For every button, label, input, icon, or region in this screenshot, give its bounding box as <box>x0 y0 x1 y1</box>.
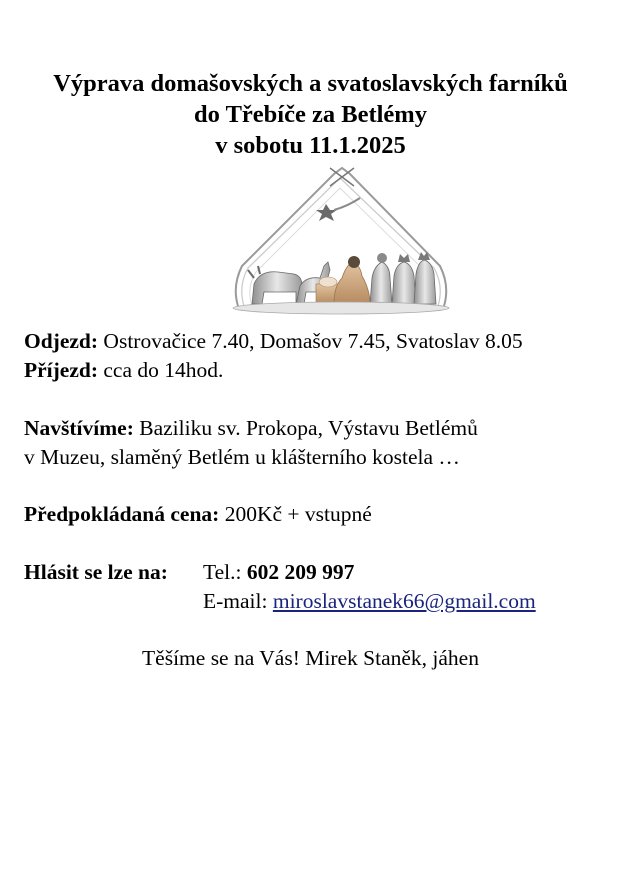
visit-label: Navštívíme: <box>24 416 134 440</box>
closing-signature: Těšíme se na Vás! Mirek Staněk, jáhen <box>142 646 479 670</box>
email-line <box>203 587 536 616</box>
price-value: 200Kč + vstupné <box>224 502 372 526</box>
visit-line-2 <box>24 443 460 472</box>
contact-line-1 <box>24 558 168 587</box>
price-line <box>24 500 372 529</box>
document-title <box>0 68 621 161</box>
departure-value: Ostrovačice 7.40, Domašov 7.45, Svatoslav 8.05 <box>103 329 523 353</box>
arrival-line <box>24 356 223 385</box>
email-label: E-mail: <box>203 589 268 613</box>
title-line-3: v sobotu 11.1.2025 <box>215 132 406 159</box>
visit-value-2: v Muzeu, slaměný Betlém u klášterního kostela … <box>24 445 460 469</box>
arrival-value: cca do 14hod. <box>103 358 224 382</box>
phone-line <box>203 558 354 587</box>
phone-label: Tel.: <box>203 560 242 584</box>
departure-line <box>24 327 523 356</box>
title-line-1: Výprava domašovských a svatoslavských farníků <box>53 70 568 97</box>
price-label: Předpokládaná cena: <box>24 502 220 526</box>
phone-number[interactable]: 602 209 997 <box>246 560 355 584</box>
visit-line-1 <box>24 414 478 443</box>
visit-value-1: Baziliku sv. Prokopa, Výstavu Betlémů <box>139 416 478 440</box>
title-line-2: do Třebíče za Betlémy <box>194 101 427 128</box>
nativity-scene-icon <box>230 166 452 318</box>
contact-label: Hlásit se lze na: <box>24 560 168 584</box>
arrival-label: Příjezd: <box>24 358 99 382</box>
departure-label: Odjezd: <box>24 329 99 353</box>
email-link[interactable]: miroslavstanek66@gmail.com <box>272 589 536 613</box>
